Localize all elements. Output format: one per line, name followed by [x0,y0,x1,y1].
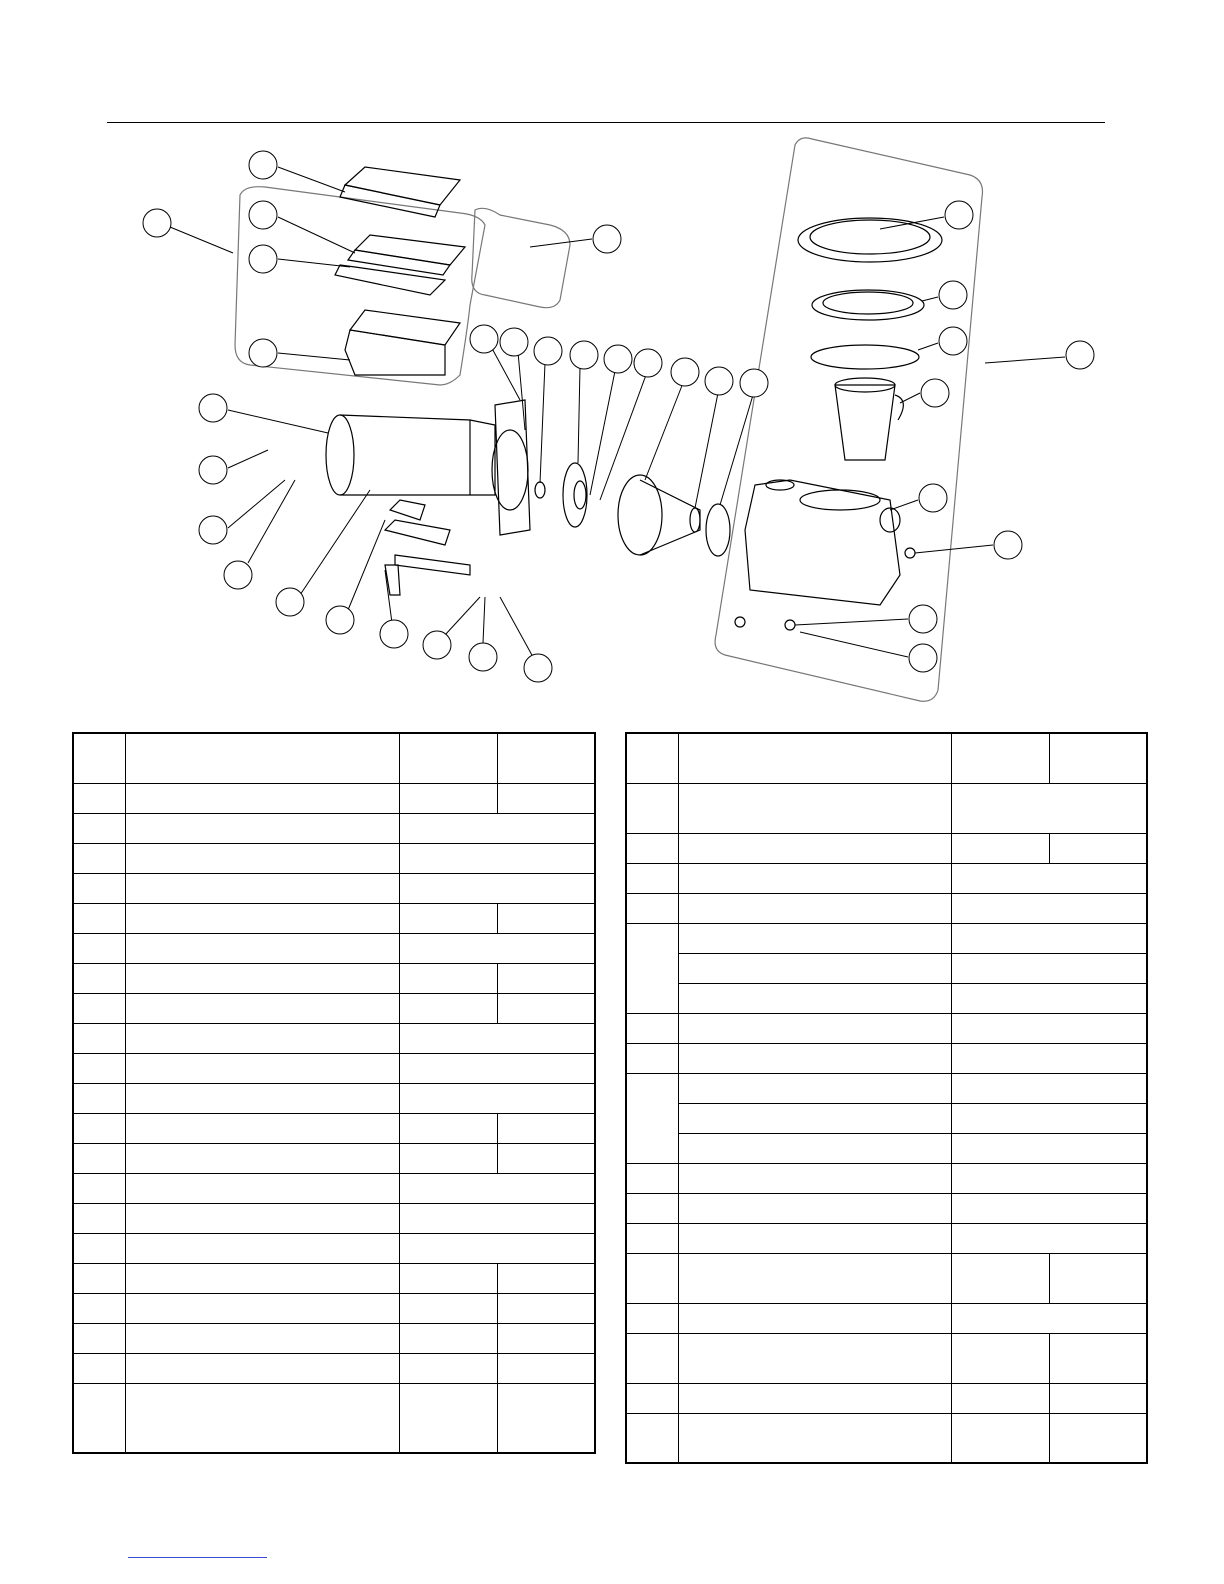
description-cell [125,1383,399,1453]
drain-plug [905,548,915,558]
callout-circle [199,394,227,422]
callout-circle [249,151,277,179]
description-cell [678,893,951,923]
trap-lid [812,290,924,320]
callout-circle [939,327,967,355]
table-row [626,1193,1147,1223]
part-number-cell [399,813,595,843]
table-row [626,783,1147,833]
description-cell [678,1013,951,1043]
item-number-cell [73,963,125,993]
part-number-cell-a [951,1333,1049,1383]
description-cell [125,1023,399,1053]
description-cell [125,873,399,903]
callout-circle [909,605,937,633]
parts-list-table-right [625,732,1148,1464]
item-number-cell [73,993,125,1023]
part-number-cell-b [497,733,595,783]
description-cell [125,1143,399,1173]
callout-circle [534,337,562,365]
description-cell [678,833,951,863]
table-row [73,903,595,933]
description-cell [125,1233,399,1263]
strainer-housing [745,480,900,605]
callout-circle [570,341,598,369]
description-cell [678,863,951,893]
part-number-cell-a [399,1293,497,1323]
callout-circle [919,484,947,512]
callout-circle [380,620,408,648]
lid-o-ring [811,345,919,369]
strainer-basket [835,378,903,460]
table-row [73,733,595,783]
part-number-cell-b [1049,833,1147,863]
item-number-cell [73,813,125,843]
description-cell [125,843,399,873]
item-number-cell [626,893,678,923]
item-number-cell [626,1383,678,1413]
callout-circle [593,225,621,253]
table-row [626,1013,1147,1043]
description-cell [125,1353,399,1383]
callout-circle [276,588,304,616]
table-row [626,1303,1147,1333]
item-number-cell [73,1293,125,1323]
part-number-cell-b [1049,1333,1147,1383]
part-number-cell-a [399,1263,497,1293]
table-row [626,1413,1147,1463]
drive-cover-top [340,167,460,217]
item-number-cell [73,1023,125,1053]
part-number-cell [951,1163,1147,1193]
part-number-cell [951,1193,1147,1223]
part-number-cell-b [497,1143,595,1173]
part-number-cell-a [399,993,497,1023]
description-cell [678,953,951,983]
part-number-cell-a [951,1253,1049,1303]
part-number-cell-a [399,1143,497,1173]
item-number-cell [73,1263,125,1293]
part-number-cell-b [497,1323,595,1353]
callout-circle [326,606,354,634]
part-number-cell [399,1023,595,1053]
part-number-cell [399,1203,595,1233]
table-row [73,813,595,843]
table-row [73,1023,595,1053]
bolt-b [785,620,795,630]
part-number-cell [951,923,1147,953]
table-row [73,1233,595,1263]
item-number-cell [626,1073,678,1163]
part-number-cell [951,1073,1147,1103]
part-number-cell-a [399,1383,497,1453]
description-cell [678,1383,951,1413]
item-number-cell [626,1013,678,1043]
part-number-cell-b [1049,1413,1147,1463]
part-number-cell [399,933,595,963]
drive-housing [345,310,460,375]
table-row [73,1383,595,1453]
part-number-cell-a [951,733,1049,783]
impeller [563,463,587,527]
callout-circle [994,531,1022,559]
item-number-cell [73,933,125,963]
item-number-cell [73,1143,125,1173]
callout-circle [705,367,733,395]
part-number-cell [951,983,1147,1013]
item-number-cell [73,873,125,903]
header-rule [107,122,1105,123]
item-number-cell [73,843,125,873]
part-number-cell-b [497,903,595,933]
description-cell [678,1193,951,1223]
item-number-cell [73,1233,125,1263]
part-number-cell-a [951,1413,1049,1463]
trap-lid-ring [798,218,942,262]
part-number-cell [951,863,1147,893]
description-cell [125,903,399,933]
table-row [73,1173,595,1203]
table-row [626,733,1147,783]
part-number-cell-a [399,733,497,783]
table-row [73,1053,595,1083]
part-number-cell [951,1043,1147,1073]
table-row [73,1113,595,1143]
parts-list-table-left [72,732,596,1454]
callout-circle [945,201,973,229]
part-number-cell-b [497,783,595,813]
callout-circle [224,561,252,589]
part-number-cell-b [1049,1253,1147,1303]
callout-circle [909,644,937,672]
part-number-cell-b [1049,733,1147,783]
item-number-cell [626,1303,678,1333]
item-number-cell [73,1353,125,1383]
description-cell [125,1263,399,1293]
part-number-cell-b [497,1353,595,1383]
description-cell [678,983,951,1013]
description-cell [678,1253,951,1303]
table-row [626,1133,1147,1163]
description-cell [125,783,399,813]
table-row [73,933,595,963]
part-number-cell-a [399,783,497,813]
table-row [73,873,595,903]
description-cell [678,1043,951,1073]
part-number-cell [399,1083,595,1113]
callout-circle [939,281,967,309]
part-number-cell-b [497,1383,595,1453]
callout-circle [604,345,632,373]
callout-circle [740,369,768,397]
table-row [626,1223,1147,1253]
table-row [626,893,1147,923]
item-number-cell [73,1383,125,1453]
part-number-cell-b [497,993,595,1023]
description-cell [125,993,399,1023]
description-cell [125,1203,399,1233]
table-row [626,953,1147,983]
diffuser-o-ring [706,504,730,556]
table-row [626,1043,1147,1073]
part-number-cell [399,843,595,873]
callout-circle [249,245,277,273]
item-number-cell [73,1053,125,1083]
part-number-cell-a [399,963,497,993]
callout-circle [500,328,528,356]
strainer-group-outline [715,138,982,701]
item-number-cell [626,1193,678,1223]
part-number-cell-b [497,1113,595,1143]
table-row [73,783,595,813]
table-row [626,1253,1147,1303]
part-number-cell-a [399,1323,497,1353]
callout-circle [199,516,227,544]
part-number-cell-b [1049,1383,1147,1413]
table-row [626,1163,1147,1193]
part-number-cell [951,893,1147,923]
description-cell [678,1223,951,1253]
bolt-a [735,617,745,627]
item-number-cell [626,783,678,833]
part-number-cell [951,783,1147,833]
table-row [73,1353,595,1383]
diffuser [618,475,700,555]
callout-circle [199,456,227,484]
part-number-cell-a [399,1113,497,1143]
description-cell [678,783,951,833]
description-cell [125,933,399,963]
part-number-cell [399,1233,595,1263]
part-number-cell [951,1303,1147,1333]
item-number-cell [73,1173,125,1203]
item-number-cell [73,733,125,783]
part-number-cell [951,1223,1147,1253]
item-number-cell [73,1113,125,1143]
table-row [73,963,595,993]
table-row [626,1073,1147,1103]
callout-circle [524,654,552,682]
part-number-cell-a [951,1383,1049,1413]
part-number-cell [399,1053,595,1083]
shaft-seal [535,482,545,498]
description-cell [125,1053,399,1083]
item-number-cell [626,733,678,783]
item-number-cell [626,1223,678,1253]
table-row [626,923,1147,953]
callout-circle [1066,341,1094,369]
drive-kit-outline [472,208,570,307]
item-number-cell [626,1043,678,1073]
table-row [626,983,1147,1013]
item-number-cell [626,923,678,1013]
item-number-cell [73,783,125,813]
callout-circle [921,379,949,407]
callout-circle [470,325,498,353]
item-number-cell [626,1333,678,1383]
item-number-cell [626,1163,678,1193]
callout-circle [143,209,171,237]
table-row [73,1143,595,1173]
part-number-cell-a [399,1353,497,1383]
description-cell [678,1073,951,1103]
table-row [626,1383,1147,1413]
table-row [626,1333,1147,1383]
description-cell [678,733,951,783]
table-row [73,1263,595,1293]
description-cell [125,1293,399,1323]
description-cell [678,1163,951,1193]
footer-link[interactable] [128,1557,267,1558]
item-number-cell [626,833,678,863]
part-number-cell-a [399,903,497,933]
part-number-cell [399,873,595,903]
exploded-parts-diagram [100,135,1120,710]
description-cell [125,1173,399,1203]
description-cell [678,1413,951,1463]
description-cell [678,923,951,953]
item-number-cell [626,1413,678,1463]
description-cell [125,733,399,783]
description-cell [125,963,399,993]
part-number-cell-b [497,1263,595,1293]
part-number-cell-b [497,963,595,993]
motor-body [326,415,495,495]
description-cell [678,1303,951,1333]
item-number-cell [73,1083,125,1113]
callout-circle [469,643,497,671]
table-row [73,993,595,1023]
table-row [73,1293,595,1323]
item-number-cell [626,863,678,893]
part-number-cell-a [951,833,1049,863]
callout-circle [634,349,662,377]
description-cell [678,1133,951,1163]
callout-circle [249,201,277,229]
table-row [73,1203,595,1233]
item-number-cell [626,1253,678,1303]
part-number-cell-b [497,1293,595,1323]
callout-circle [423,631,451,659]
description-cell [678,1103,951,1133]
table-row [73,1083,595,1113]
drive-cover-lower [335,235,465,295]
part-number-cell [951,1133,1147,1163]
part-number-cell [951,1103,1147,1133]
item-number-cell [73,903,125,933]
description-cell [125,1323,399,1353]
table-row [73,1323,595,1353]
table-row [73,843,595,873]
description-cell [125,813,399,843]
callout-circle [671,358,699,386]
description-cell [125,1083,399,1113]
table-row [626,833,1147,863]
item-number-cell [73,1323,125,1353]
part-number-cell [951,953,1147,983]
item-number-cell [73,1203,125,1233]
table-row [626,1103,1147,1133]
description-cell [125,1113,399,1143]
part-number-cell [399,1173,595,1203]
callout-circle [249,339,277,367]
description-cell [678,1333,951,1383]
table-row [626,863,1147,893]
part-number-cell [951,1013,1147,1043]
motor-base [385,500,470,595]
